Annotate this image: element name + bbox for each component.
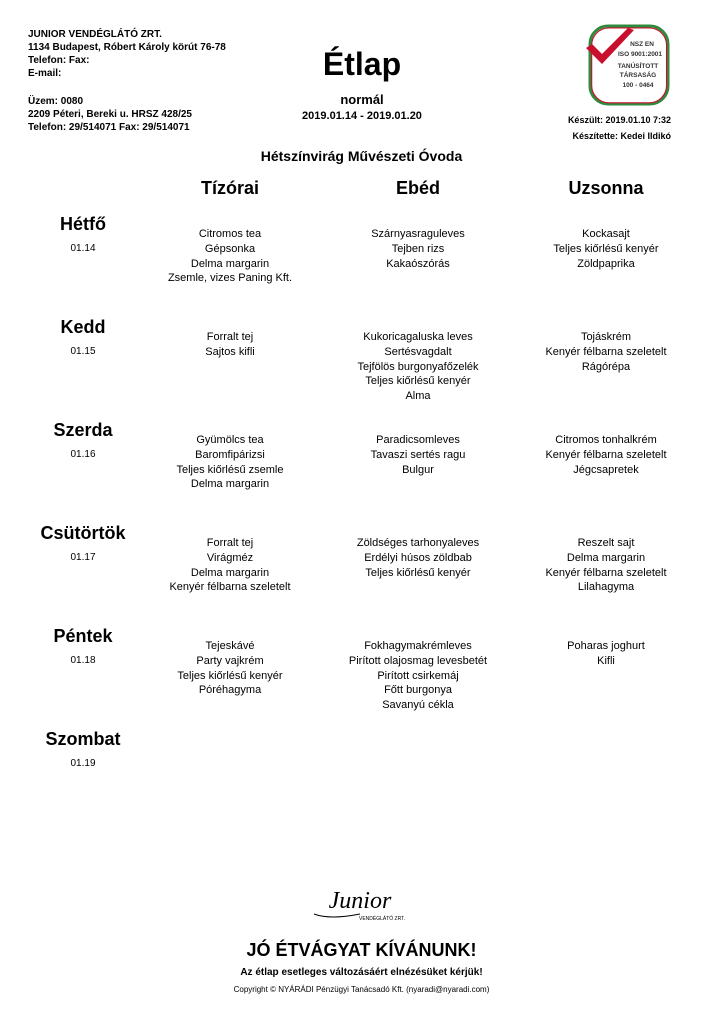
copyright: Copyright © NYÁRÁDI Pénzügyi Tanácsadó Kft. (nyaradi@nyaradi.com) [233, 985, 490, 994]
document-meta [568, 112, 671, 144]
menu-item: Citromos tea [198, 228, 262, 240]
menu-item: Baromfipárizsi [195, 448, 265, 461]
day-name: Szerda [53, 420, 113, 440]
menu-item: Delma margarin [190, 257, 270, 270]
menu-item: Gyümölcs tea [196, 434, 264, 446]
menu-cell-uzsonna [506, 536, 706, 595]
menu-item: Kukoricagaluska leves [363, 331, 473, 343]
menu-cell-ebed [318, 639, 518, 713]
day-label [18, 522, 148, 563]
company-name: JUNIOR VENDÉGLÁTÓ ZRT. [28, 29, 162, 40]
day-date: 01.18 [70, 655, 96, 666]
menu-item: Tejben rizs [391, 242, 445, 255]
day-label [18, 625, 148, 666]
menu-item: Savanyú cékla [382, 699, 454, 712]
menu-item: Delma margarin [190, 478, 270, 491]
menu-item: Sajtos kifli [205, 345, 255, 358]
iso-certificate-badge [582, 24, 674, 108]
column-header-ebed: Ebéd [395, 178, 440, 198]
menu-cell-tizorai [130, 227, 330, 286]
menu-cell-uzsonna [506, 330, 706, 374]
menu-item: Pirított csirkemáj [377, 669, 459, 682]
menu-item: Teljes kiőrlésű kenyér [553, 242, 659, 255]
menu-cell-uzsonna [506, 639, 706, 669]
day-date: 01.16 [70, 449, 96, 460]
menu-item: Rágórépa [581, 360, 631, 373]
menu-item: Erdélyi húsos zöldbab [364, 551, 472, 564]
day-name: Szombat [45, 729, 121, 749]
day-date: 01.14 [70, 243, 96, 254]
menu-item: Kockasajt [582, 228, 630, 240]
company-email: E-mail: [28, 68, 62, 79]
menu-item: Alma [405, 390, 431, 403]
day-label [18, 213, 148, 254]
menu-item: Kakaószórás [386, 257, 450, 270]
menu-item: Teljes kiőrlésű kenyér [177, 669, 283, 682]
day-date: 01.15 [70, 346, 96, 357]
school-name: Hétszínvirág Művészeti Óvoda [260, 148, 463, 164]
menu-item: Party vajkrém [196, 654, 264, 667]
svg-text:VENDÉGLÁTÓ ZRT.: VENDÉGLÁTÓ ZRT. [358, 916, 406, 922]
menu-item: Gépsonka [204, 242, 256, 255]
date-range: 2019.01.14 - 2019.01.20 [302, 110, 422, 122]
menu-item: Delma margarin [566, 551, 646, 564]
menu-item: Virágméz [206, 551, 254, 564]
column-header-uzsonna: Uzsonna [568, 178, 644, 198]
menu-item: Póréhagyma [198, 684, 262, 697]
page-title: Étlap [322, 46, 402, 82]
menu-item: Reszelt sajt [577, 537, 635, 549]
created-timestamp: Készült: 2019.01.10 7:32 [567, 115, 671, 125]
menu-item: Kenyér félbarna szeletelt [545, 448, 667, 461]
change-notice: Az étlap esetleges változásáért elnézésüket kérjük! [240, 967, 483, 978]
day-label [18, 728, 148, 769]
menu-item: Kenyér félbarna szeletelt [169, 581, 291, 594]
menu-item: Szárnyasraguleves [371, 228, 465, 240]
menu-item: Delma margarin [190, 566, 270, 579]
day-name: Kedd [60, 317, 106, 337]
menu-cell-ebed [318, 330, 518, 404]
menu-item: Bulgur [402, 463, 434, 476]
menu-item: Sertésvagdalt [384, 345, 452, 358]
menu-cell-uzsonna [506, 433, 706, 477]
cert-line: 100 - 0464 [622, 82, 654, 89]
menu-cell-ebed [318, 227, 518, 271]
menu-item: Forralt tej [206, 331, 254, 343]
menu-item: Fokhagymakrémleves [364, 640, 472, 652]
menu-item: Lilahagyma [577, 581, 635, 594]
menu-item: Kifli [597, 654, 615, 667]
cert-line: TÁRSASÁG [619, 72, 657, 79]
menu-item: Zöldséges tarhonyaleves [356, 537, 480, 549]
author: Készítette: Kedei Ildikó [572, 131, 671, 141]
day-name: Péntek [53, 626, 113, 646]
menu-item: Tejfölös burgonyafőzelék [357, 360, 479, 373]
plant-address: 2209 Péteri, Bereki u. HRSZ 428/25 [28, 109, 192, 120]
menu-cell-uzsonna [506, 227, 706, 271]
plant-id: Üzem: 0080 [28, 96, 84, 107]
menu-cell-tizorai [130, 639, 330, 698]
day-date: 01.17 [70, 552, 96, 563]
menu-item: Jégcsapretek [573, 463, 639, 476]
junior-logo [300, 880, 420, 926]
plant-info [28, 95, 192, 134]
company-address: 1134 Budapest, Róbert Károly körút 76-78 [28, 42, 226, 53]
column-header-tizorai: Tízórai [200, 178, 259, 198]
menu-cell-ebed [318, 536, 518, 580]
day-date: 01.19 [70, 758, 96, 769]
menu-item: Paradicsomleves [376, 434, 460, 446]
menu-item: Tojáskrém [580, 331, 632, 343]
cert-line: NSZ EN [630, 41, 654, 48]
day-label [18, 419, 148, 460]
menu-item: Pirított olajosmag levesbetét [348, 654, 488, 667]
day-name: Hétfő [60, 214, 106, 234]
menu-item: Kenyér félbarna szeletelt [545, 566, 667, 579]
day-label [18, 316, 148, 357]
menu-item: Forralt tej [206, 537, 254, 549]
menu-item: Tavaszi sertés ragu [370, 448, 466, 461]
day-name: Csütörtök [40, 523, 126, 543]
menu-item: Tejeskávé [205, 640, 255, 652]
company-info [28, 28, 226, 80]
menu-cell-ebed [318, 433, 518, 477]
cert-line: TANÚSÍTOTT [617, 63, 659, 70]
company-phone: Telefon: Fax: [28, 55, 90, 66]
menu-item: Teljes kiőrlésű kenyér [365, 375, 471, 388]
menu-type: normál [340, 92, 384, 107]
menu-item: Zsemle, vizes Paning Kft. [167, 272, 293, 285]
menu-item: Poharas joghurt [567, 640, 645, 652]
menu-cell-tizorai [130, 330, 330, 360]
menu-item: Zöldpaprika [577, 257, 635, 270]
slogan: JÓ ÉTVÁGYAT KÍVÁNUNK! [246, 940, 477, 960]
cert-line: ISO 9001:2001 [617, 51, 663, 58]
menu-item: Kenyér félbarna szeletelt [545, 345, 667, 358]
title-block [262, 46, 462, 123]
plant-phone: Telefon: 29/514071 Fax: 29/514071 [28, 122, 190, 133]
menu-item: Teljes kiőrlésű zsemle [176, 463, 284, 476]
menu-item: Citromos tonhalkrém [555, 434, 657, 446]
menu-item: Teljes kiőrlésű kenyér [365, 566, 471, 579]
menu-cell-tizorai [130, 536, 330, 595]
menu-cell-tizorai [130, 433, 330, 492]
menu-item: Főtt burgonya [384, 684, 452, 697]
svg-text:Junior: Junior [328, 888, 392, 914]
